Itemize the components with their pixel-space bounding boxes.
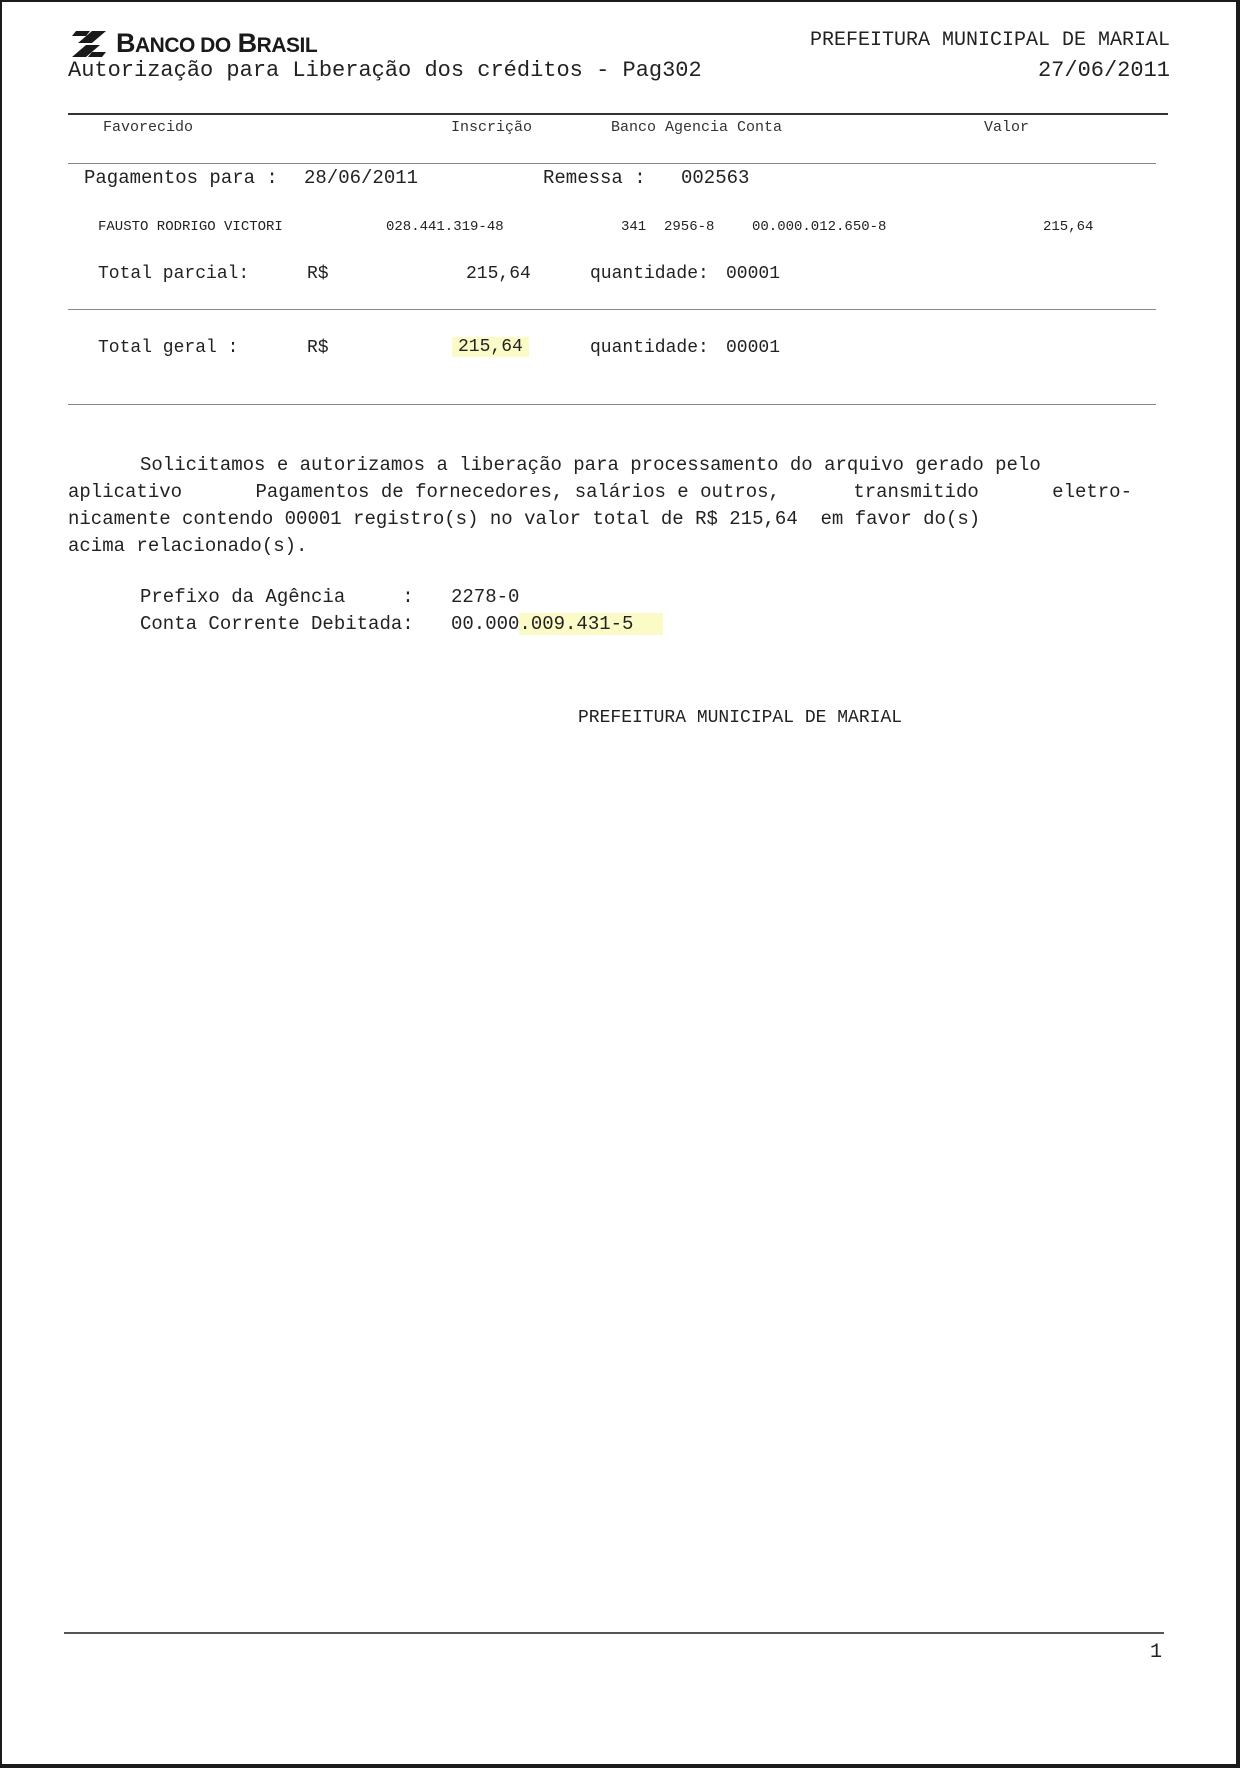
total-geral-quantidade-label: quantidade: [590, 338, 709, 358]
prefixo-agencia-label: Prefixo da Agência : [140, 586, 414, 608]
page-number: 1 [1149, 1641, 1162, 1664]
header-divider [68, 113, 1168, 115]
valor-cell: 215,64 [1043, 219, 1094, 235]
subtotal-divider [68, 309, 1156, 310]
paragraph-line: nicamente contendo 00001 registro(s) no valor total de R$ 215,64 em favor do(s) [68, 508, 981, 530]
column-header-banco-agencia-conta: Banco Agencia Conta [611, 119, 783, 136]
banco-do-brasil-logo-icon [70, 29, 108, 59]
total-geral-label: Total geral : [98, 338, 239, 358]
remessa-value: 002563 [681, 167, 750, 189]
total-parcial-currency: R$ [307, 264, 329, 284]
column-header-valor: Valor [984, 119, 1030, 136]
column-header-divider [68, 163, 1156, 164]
total-parcial-quantidade-label: quantidade: [590, 264, 709, 284]
total-geral-value: 215,64 [452, 337, 529, 357]
paragraph-line [68, 479, 1132, 506]
inscricao-cell: 028.441.319-48 [386, 219, 504, 235]
conta-corrente-value-highlight: .009.431-5 [519, 613, 663, 635]
pagamentos-label: Pagamentos para : [84, 167, 278, 189]
favorecido-cell: FAUSTO RODRIGO VICTORI [98, 219, 283, 235]
pagamentos-date: 28/06/2011 [304, 167, 419, 189]
total-geral-quantidade: 00001 [726, 338, 781, 358]
conta-corrente-value [451, 613, 663, 635]
conta-cell: 00.000.012.650-8 [752, 219, 887, 235]
bank-name: BANCO DO BRASIL [116, 28, 318, 58]
total-divider [68, 404, 1156, 405]
banco-cell: 341 [621, 219, 647, 235]
column-header-favorecido: Favorecido [103, 119, 194, 136]
authorization-paragraph [68, 452, 1132, 560]
paragraph-line: acima relacionado(s). [68, 535, 308, 557]
total-parcial-quantidade: 00001 [726, 264, 781, 284]
document-subtitle: Autorização para Liberação dos créditos - Pag302 [68, 58, 702, 83]
total-parcial-label: Total parcial: [98, 264, 250, 284]
header-date: 27/06/2011 [1037, 58, 1170, 83]
signature-organization: PREFEITURA MUNICIPAL DE MARIAL [578, 708, 903, 728]
paragraph-line: Solicitamos e autorizamos a liberação para processamento do arquivo gerado pelo [140, 454, 1041, 476]
column-header-inscricao: Inscrição [451, 119, 533, 136]
conta-corrente-label: Conta Corrente Debitada: [140, 613, 414, 635]
paragraph-word: eletro- [1052, 481, 1132, 503]
paragraph-word: transmitido [853, 481, 979, 503]
agencia-cell: 2956-8 [664, 219, 715, 235]
bank-logo [70, 28, 317, 59]
remessa-label: Remessa : [543, 167, 646, 189]
paragraph-word: aplicativo [68, 481, 183, 503]
prefixo-agencia-value: 2278-0 [451, 586, 520, 608]
total-parcial-value: 215,64 [466, 264, 531, 284]
footer-divider [64, 1632, 1164, 1634]
paragraph-word: Pagamentos de fornecedores, salários e outros, [255, 481, 780, 503]
conta-corrente-value-prefix: 00.000 [451, 613, 520, 635]
organization-header: PREFEITURA MUNICIPAL DE MARIAL [809, 29, 1170, 52]
total-geral-currency: R$ [307, 338, 329, 358]
